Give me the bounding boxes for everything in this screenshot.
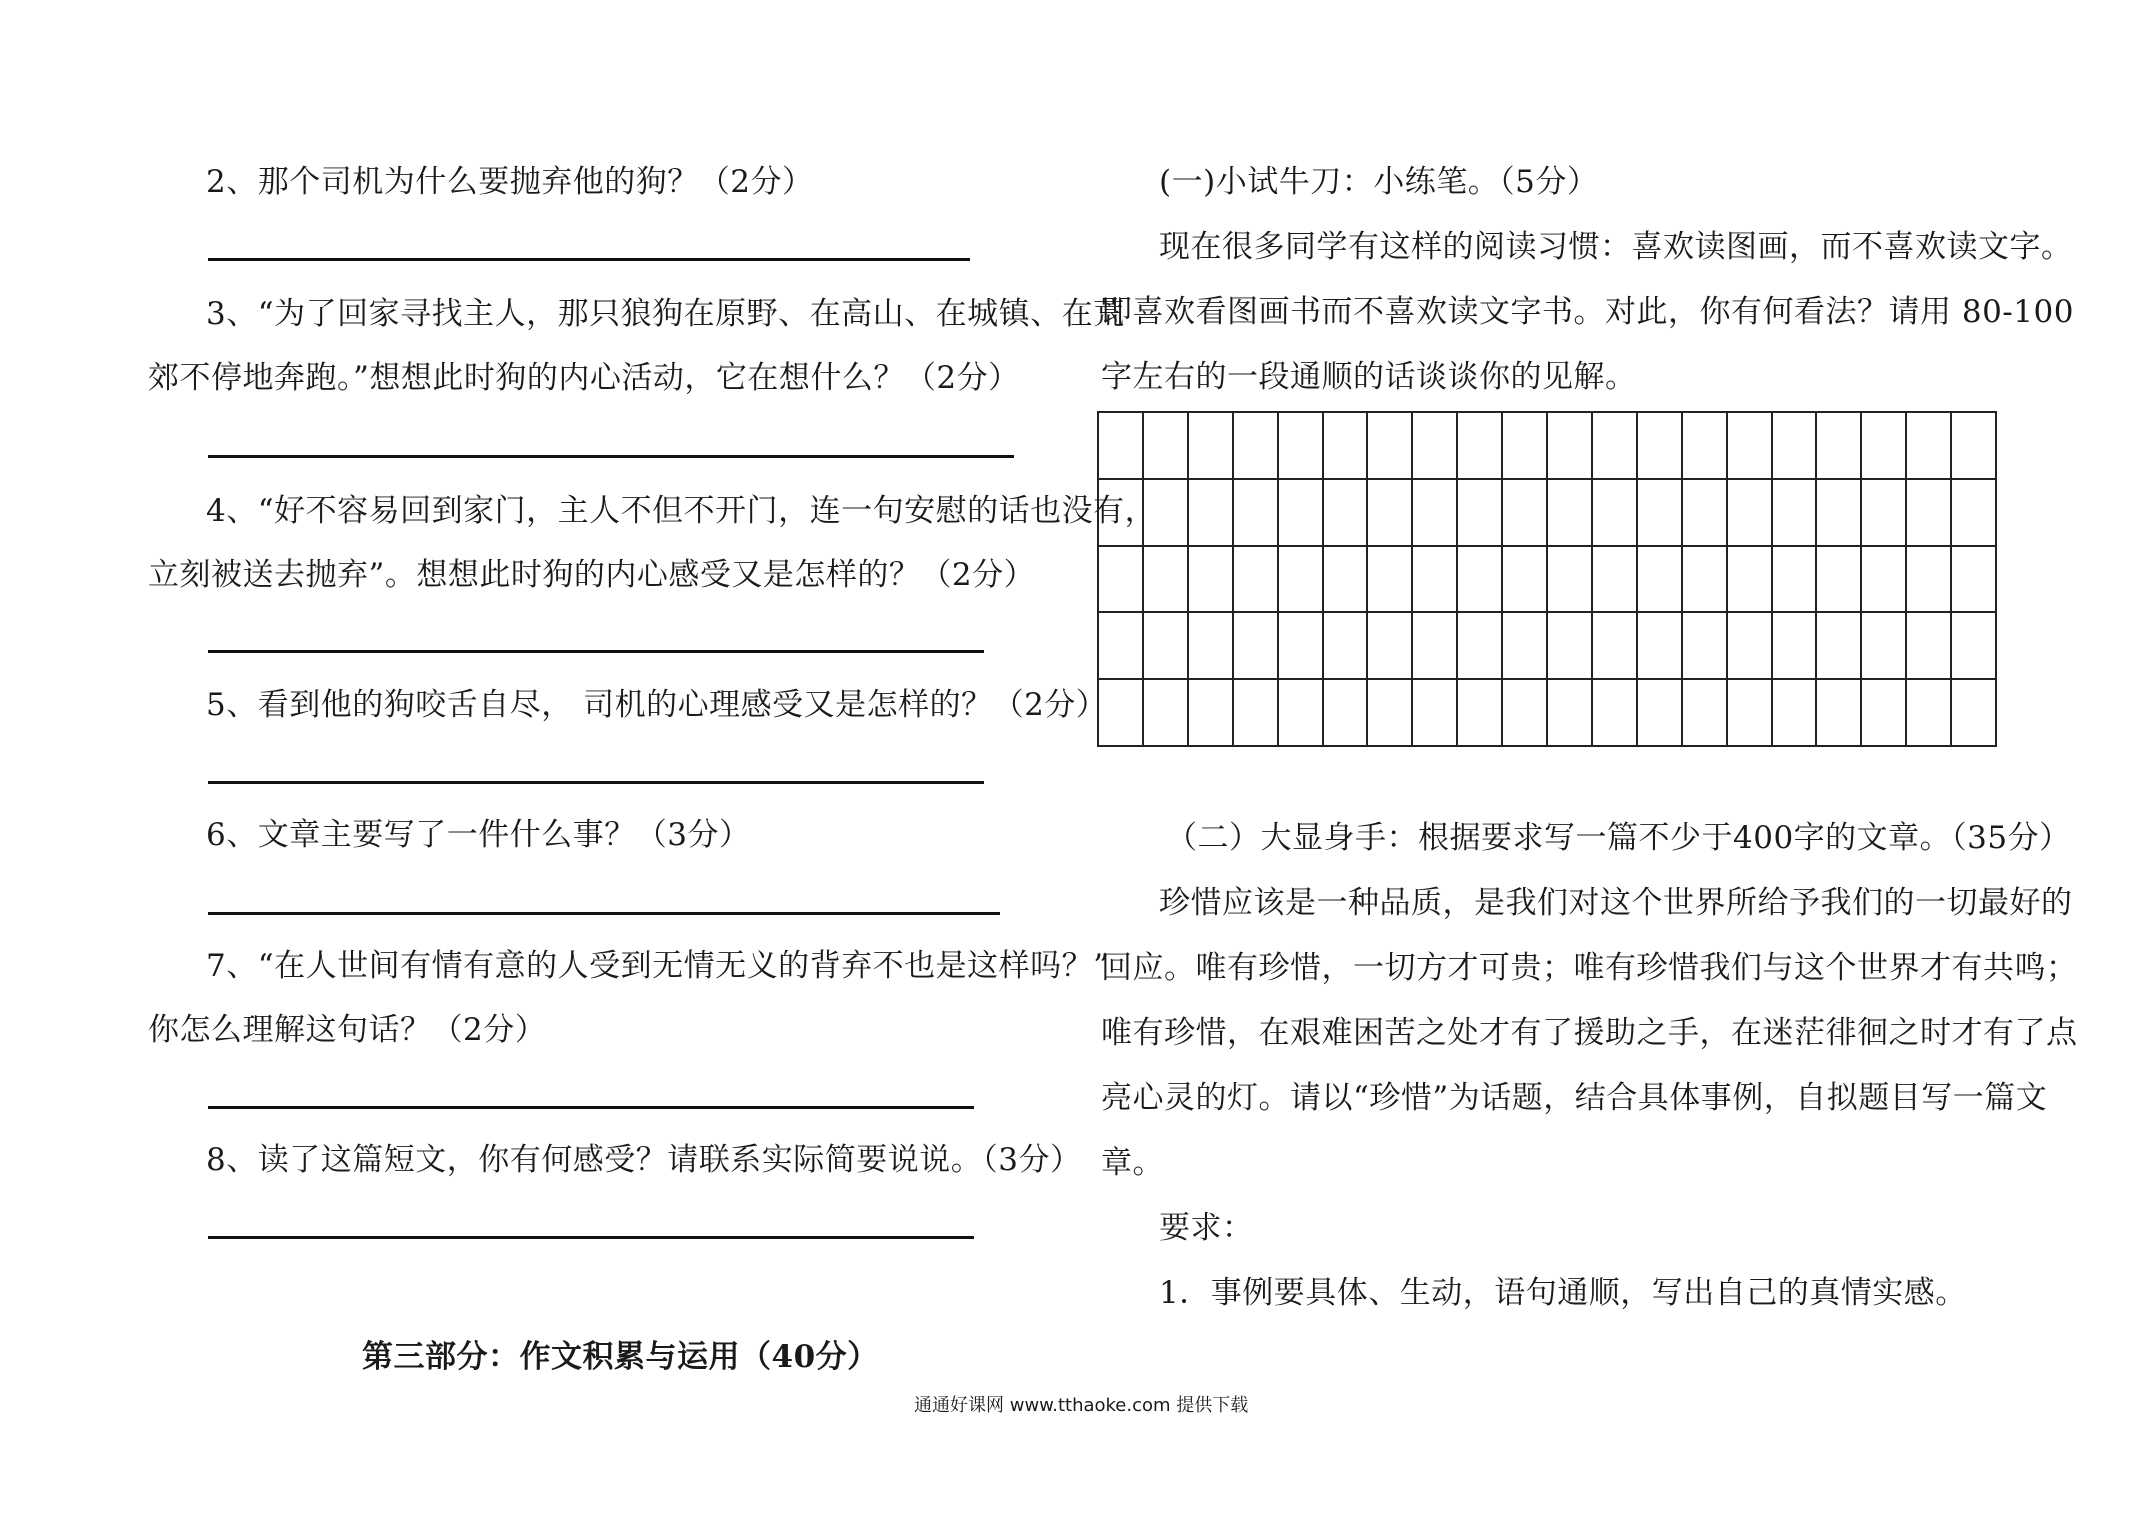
grid-cell[interactable]: [1548, 480, 1593, 547]
grid-cell[interactable]: [1189, 680, 1234, 747]
grid-cell[interactable]: [1099, 680, 1144, 747]
grid-cell[interactable]: [1683, 680, 1728, 747]
grid-cell[interactable]: [1773, 547, 1818, 614]
grid-cell[interactable]: [1503, 480, 1548, 547]
part2-prompt-line5: 章。: [1101, 1145, 1164, 1181]
grid-cell[interactable]: [1907, 413, 1952, 480]
grid-cell[interactable]: [1368, 547, 1413, 614]
part2-prompt-line4: 亮心灵的灯。请以“珍惜”为话题，结合具体事例，自拟题目写一篇文: [1101, 1080, 2048, 1116]
grid-cell[interactable]: [1952, 547, 1997, 614]
answer-line-q7[interactable]: [208, 1106, 974, 1109]
grid-cell[interactable]: [1593, 680, 1638, 747]
grid-cell[interactable]: [1728, 413, 1773, 480]
question-7-line1: 7、“在人世间有情有意的人受到无情无义的背弃不也是这样吗？”: [206, 948, 1110, 984]
part1-prompt-line3: 字左右的一段通顺的话谈谈你的见解。: [1101, 359, 1637, 395]
question-3-line2: 郊不停地奔跑。”想想此时狗的内心活动，它在想什么？（2分）: [148, 360, 1020, 396]
section-title-part3: 第三部分：作文积累与运用（40分）: [362, 1339, 879, 1375]
grid-cell[interactable]: [1099, 413, 1144, 480]
answer-line-q3[interactable]: [208, 455, 1014, 458]
grid-cell[interactable]: [1279, 480, 1324, 547]
grid-cell[interactable]: [1683, 480, 1728, 547]
grid-cell[interactable]: [1144, 547, 1189, 614]
grid-cell[interactable]: [1728, 480, 1773, 547]
part1-heading: (一)小试牛刀：小练笔。（5分）: [1159, 164, 1599, 200]
grid-cell[interactable]: [1234, 613, 1279, 680]
grid-cell[interactable]: [1189, 547, 1234, 614]
grid-cell[interactable]: [1593, 613, 1638, 680]
grid-cell[interactable]: [1234, 413, 1279, 480]
grid-cell[interactable]: [1548, 547, 1593, 614]
grid-cell[interactable]: [1728, 547, 1773, 614]
answer-line-q4[interactable]: [208, 650, 984, 653]
grid-cell[interactable]: [1368, 480, 1413, 547]
grid-cell[interactable]: [1773, 480, 1818, 547]
grid-cell[interactable]: [1144, 413, 1189, 480]
grid-cell[interactable]: [1548, 413, 1593, 480]
grid-cell[interactable]: [1638, 480, 1683, 547]
question-5: 5、看到他的狗咬舌自尽， 司机的心理感受又是怎样的？（2分）: [206, 687, 1108, 723]
grid-cell[interactable]: [1773, 613, 1818, 680]
grid-cell[interactable]: [1189, 480, 1234, 547]
grid-cell[interactable]: [1324, 413, 1369, 480]
writing-grid[interactable]: [1097, 411, 1997, 747]
grid-cell[interactable]: [1862, 680, 1907, 747]
part1-prompt-line2: 即喜欢看图画书而不喜欢读文字书。对此，你有何看法？请用 80-100: [1101, 294, 2074, 330]
grid-cell[interactable]: [1952, 613, 1997, 680]
grid-cell[interactable]: [1817, 480, 1862, 547]
grid-cell[interactable]: [1189, 613, 1234, 680]
question-6: 6、文章主要写了一件什么事？（3分）: [206, 817, 751, 853]
grid-cell[interactable]: [1413, 547, 1458, 614]
grid-cell[interactable]: [1593, 480, 1638, 547]
grid-cell[interactable]: [1593, 413, 1638, 480]
grid-cell[interactable]: [1368, 680, 1413, 747]
grid-cell[interactable]: [1458, 480, 1503, 547]
grid-cell[interactable]: [1862, 480, 1907, 547]
grid-cell[interactable]: [1907, 480, 1952, 547]
grid-cell[interactable]: [1548, 680, 1593, 747]
grid-cell[interactable]: [1413, 413, 1458, 480]
part2-prompt-line1: 珍惜应该是一种品质，是我们对这个世界所给予我们的一切最好的: [1159, 885, 2073, 921]
grid-cell[interactable]: [1728, 680, 1773, 747]
grid-cell[interactable]: [1324, 613, 1369, 680]
grid-cell[interactable]: [1234, 680, 1279, 747]
grid-cell[interactable]: [1279, 680, 1324, 747]
answer-line-q8[interactable]: [208, 1236, 974, 1239]
part2-heading: （二）大显身手：根据要求写一篇不少于400字的文章。（35分）: [1166, 820, 2071, 856]
answer-line-q2[interactable]: [208, 258, 970, 261]
grid-cell[interactable]: [1728, 613, 1773, 680]
grid-cell[interactable]: [1907, 680, 1952, 747]
grid-cell[interactable]: [1862, 547, 1907, 614]
grid-cell[interactable]: [1862, 413, 1907, 480]
part2-prompt-line2: 回应。唯有珍惜，一切方才可贵；唯有珍惜我们与这个世界才有共鸣；: [1101, 950, 2078, 986]
grid-cell[interactable]: [1144, 480, 1189, 547]
answer-line-q5[interactable]: [208, 781, 984, 784]
grid-cell[interactable]: [1593, 547, 1638, 614]
grid-cell[interactable]: [1773, 413, 1818, 480]
grid-cell[interactable]: [1324, 480, 1369, 547]
grid-cell[interactable]: [1099, 613, 1144, 680]
grid-cell[interactable]: [1458, 413, 1503, 480]
grid-cell[interactable]: [1683, 613, 1728, 680]
grid-cell[interactable]: [1817, 413, 1862, 480]
grid-cell[interactable]: [1817, 547, 1862, 614]
grid-cell[interactable]: [1862, 613, 1907, 680]
grid-cell[interactable]: [1413, 680, 1458, 747]
grid-cell[interactable]: [1279, 547, 1324, 614]
grid-cell[interactable]: [1548, 613, 1593, 680]
grid-cell[interactable]: [1503, 680, 1548, 747]
grid-cell[interactable]: [1324, 680, 1369, 747]
grid-cell[interactable]: [1773, 680, 1818, 747]
grid-cell[interactable]: [1952, 480, 1997, 547]
grid-cell[interactable]: [1638, 413, 1683, 480]
grid-cell[interactable]: [1503, 613, 1548, 680]
question-4-line1: 4、“好不容易回到家门，主人不但不开门，连一句安慰的话也没有，: [206, 493, 1157, 529]
grid-cell[interactable]: [1413, 613, 1458, 680]
grid-cell[interactable]: [1189, 413, 1234, 480]
grid-cell[interactable]: [1638, 680, 1683, 747]
question-4-line2: 立刻被送去抛弃”。想想此时狗的内心感受又是怎样的？（2分）: [148, 557, 1036, 593]
grid-cell[interactable]: [1144, 613, 1189, 680]
grid-cell[interactable]: [1458, 547, 1503, 614]
question-2: 2、那个司机为什么要抛弃他的狗？（2分）: [206, 164, 814, 200]
answer-line-q6[interactable]: [208, 912, 1000, 915]
grid-cell[interactable]: [1368, 413, 1413, 480]
grid-cell[interactable]: [1413, 480, 1458, 547]
requirement-1: 1．事例要具体、生动，语句通顺，写出自己的真情实感。: [1159, 1275, 1967, 1311]
grid-cell[interactable]: [1368, 613, 1413, 680]
grid-cell[interactable]: [1279, 613, 1324, 680]
grid-cell[interactable]: [1503, 413, 1548, 480]
grid-cell[interactable]: [1503, 547, 1548, 614]
grid-cell[interactable]: [1234, 480, 1279, 547]
grid-cell[interactable]: [1324, 547, 1369, 614]
part1-prompt-line1: 现在很多同学有这样的阅读习惯：喜欢读图画，而不喜欢读文字。: [1159, 229, 2073, 265]
grid-cell[interactable]: [1907, 547, 1952, 614]
grid-cell[interactable]: [1952, 413, 1997, 480]
grid-cell[interactable]: [1144, 680, 1189, 747]
grid-cell[interactable]: [1458, 680, 1503, 747]
grid-cell[interactable]: [1817, 680, 1862, 747]
grid-cell[interactable]: [1099, 547, 1144, 614]
part2-prompt-line3: 唯有珍惜，在艰难困苦之处才有了援助之手，在迷茫徘徊之时才有了点: [1101, 1015, 2078, 1051]
question-7-line2: 你怎么理解这句话？（2分）: [148, 1012, 547, 1048]
grid-cell[interactable]: [1234, 547, 1279, 614]
grid-cell[interactable]: [1952, 680, 1997, 747]
grid-cell[interactable]: [1458, 613, 1503, 680]
requirements-label: 要求：: [1159, 1210, 1254, 1246]
grid-cell[interactable]: [1817, 613, 1862, 680]
grid-cell[interactable]: [1907, 613, 1952, 680]
grid-cell[interactable]: [1638, 547, 1683, 614]
grid-cell[interactable]: [1279, 413, 1324, 480]
question-8: 8、读了这篇短文，你有何感受？请联系实际简要说说。（3分）: [206, 1142, 1082, 1178]
grid-cell[interactable]: [1683, 413, 1728, 480]
grid-cell[interactable]: [1638, 613, 1683, 680]
question-3-line1: 3、“为了回家寻找主人，那只狼狗在原野、在高山、在城镇、在荒: [206, 296, 1125, 332]
grid-cell[interactable]: [1683, 547, 1728, 614]
grid-cell[interactable]: [1099, 480, 1144, 547]
footer-source: 通通好课网 www.tthaoke.com 提供下载: [914, 1395, 1249, 1416]
